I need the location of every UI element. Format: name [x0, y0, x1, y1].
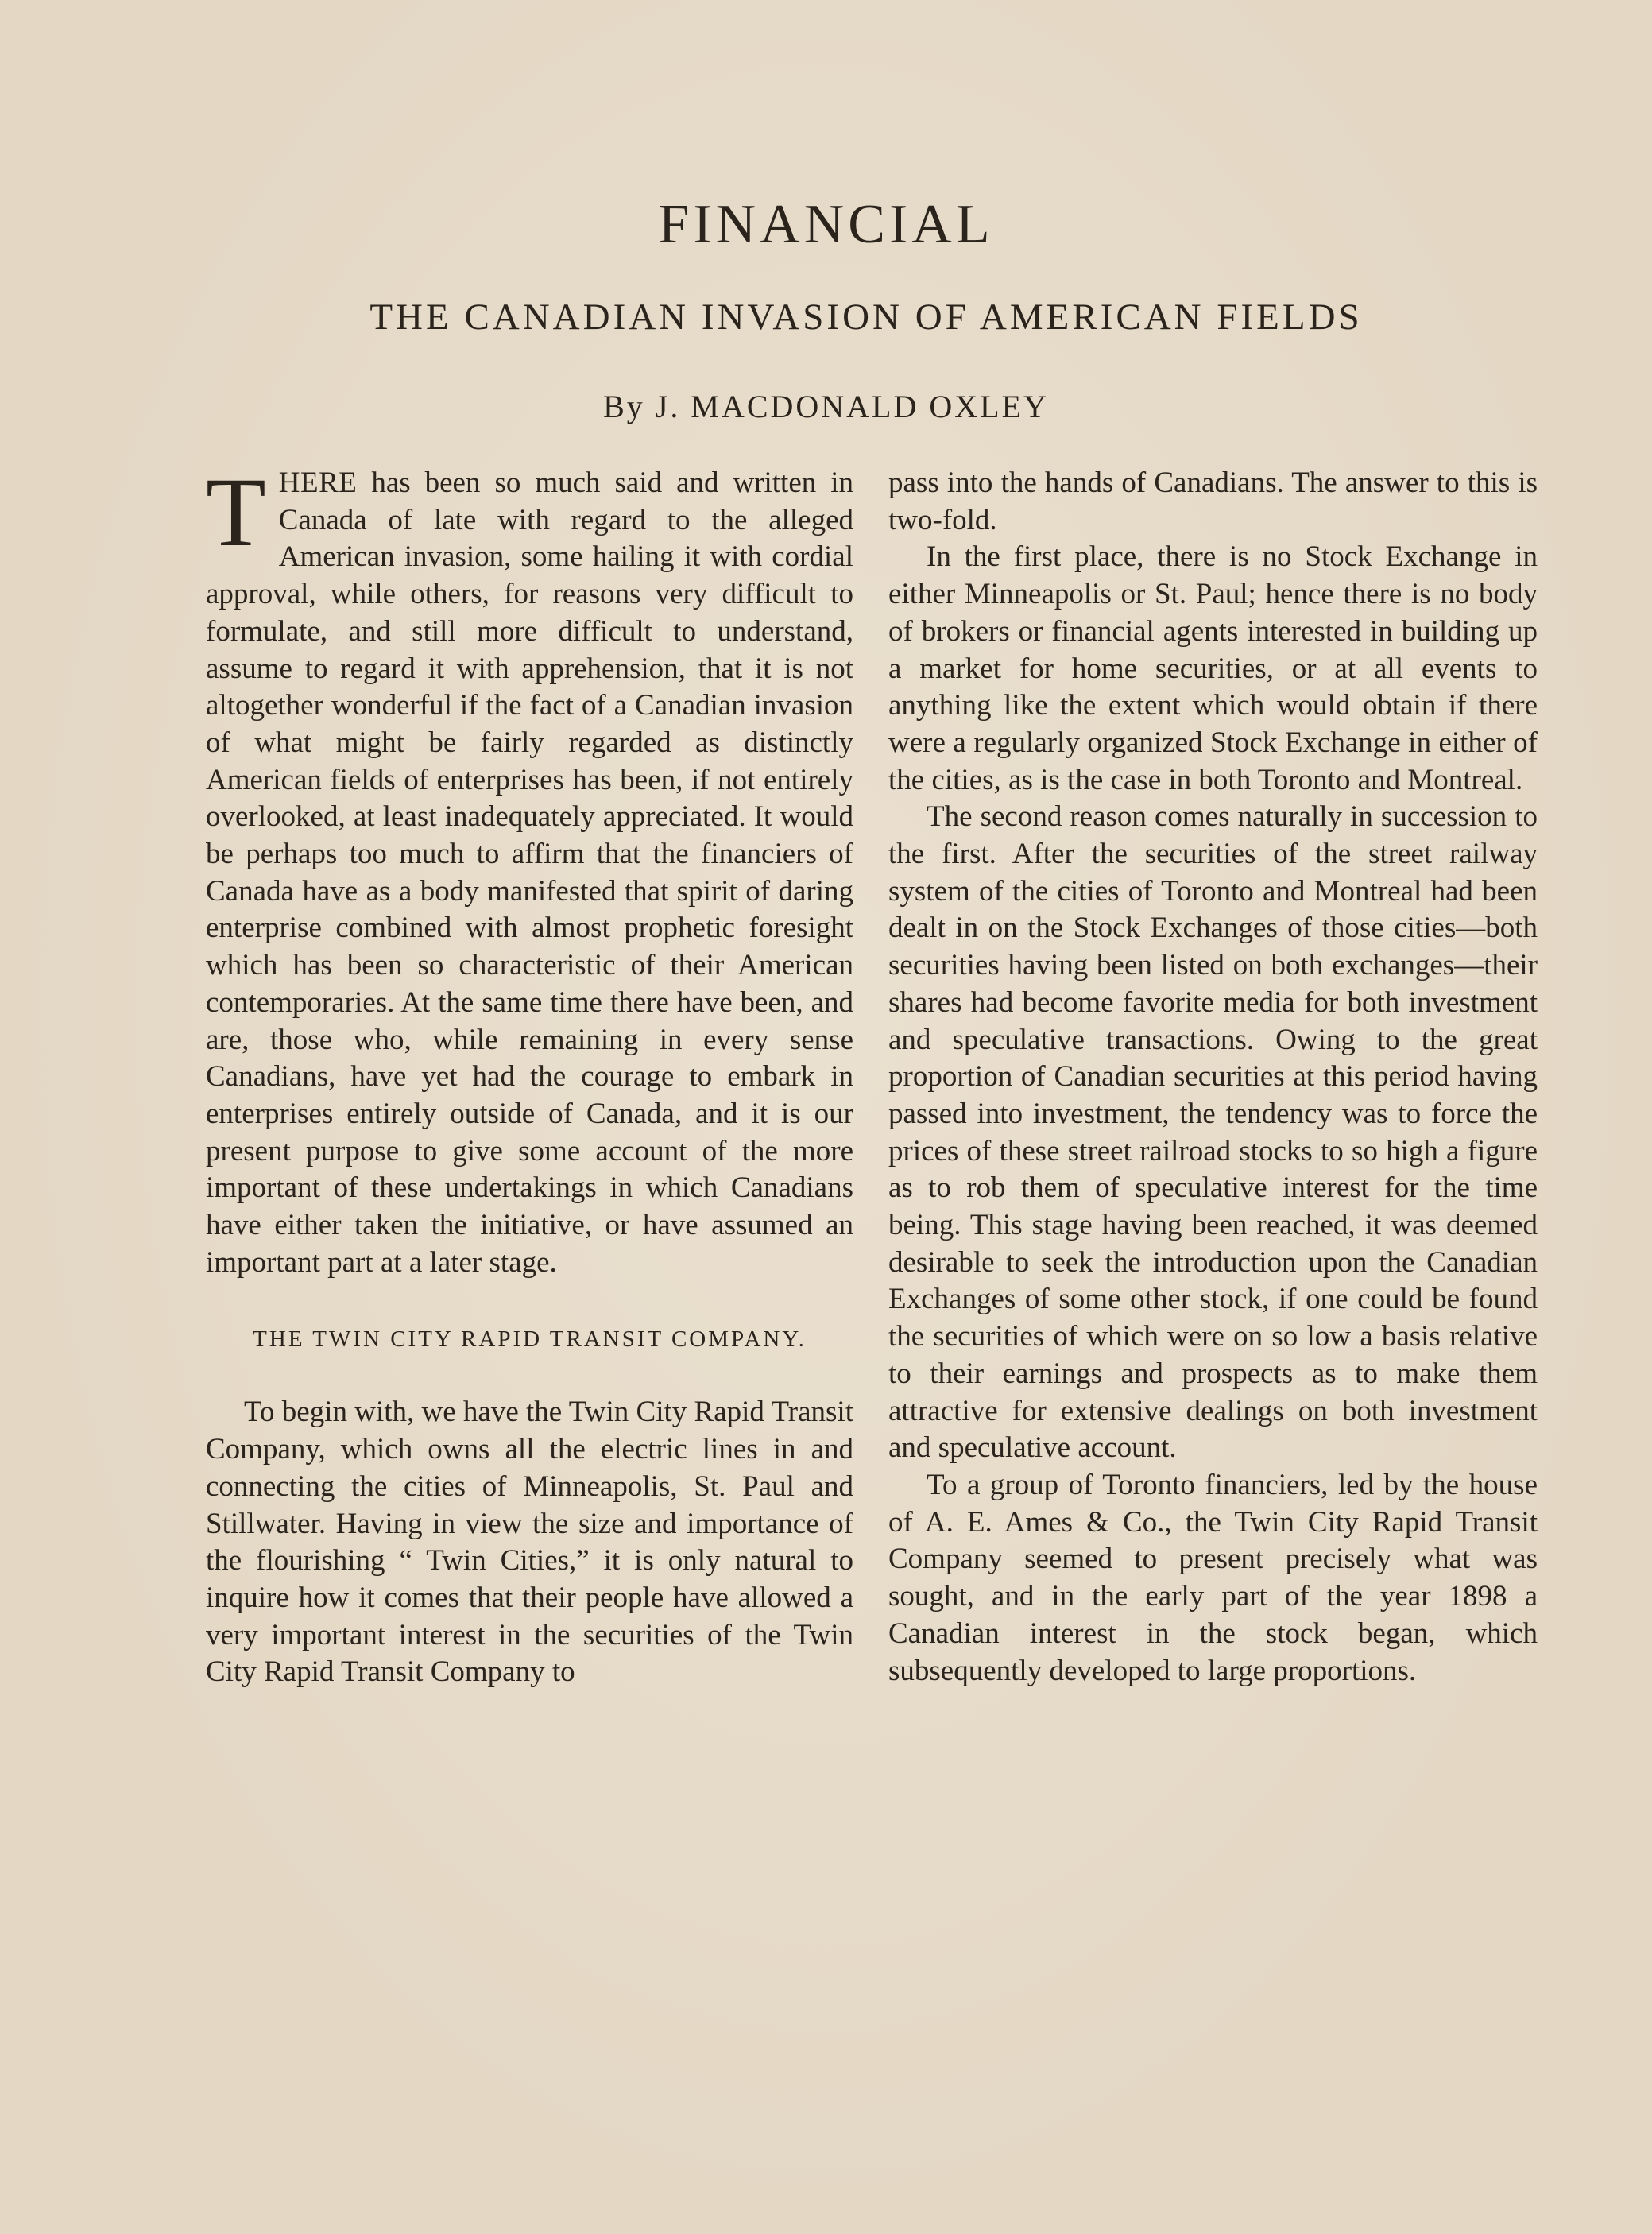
byline	[0, 391, 1652, 423]
intro-paragraph-text: has been so much said and written in Canada of late with regard to the alleged American invasion, some hailing it with cordial approval, while others, for reasons very difficult to formulate, and still more difficult to understand, assume to regard it with apprehension, that it is not altogether wonderful if the fact of a Canadian invasion of what might be fairly regarded as distinctly American fields of enterprises has been, if not entirely overlooked, at least inadequately appreciated. It would be perhaps too much to affirm that the financiers of Canada have as a body manifested that spirit of daring enterprise combined with almost prophetic foresight which has been so characteristic of their American contemporaries. At the same time there have been, and are, those who, while remaining in every sense Canadians, have yet had the courage to embark in enterprises entirely outside of Canada, and it is our present purpose to give some account of the more important of these undertakings in which Canadians have either taken the initiative, or have assumed an important part at a later stage.	[206, 467, 854, 1279]
section-heading: THE TWIN CITY RAPID TRANSIT COMPANY.	[253, 1326, 807, 1353]
continued-paragraph: pass into the hands of Canadians. The answer to this is two-fold.	[888, 467, 1538, 536]
drop-cap: T	[206, 458, 266, 567]
article-title: THE CANADIAN INVASION OF AMERICAN FIELDS	[369, 296, 1363, 338]
right-column	[888, 465, 1538, 1690]
left-column	[206, 458, 854, 1691]
body-paragraph: To a group of Toronto financiers, led by the house of A. E. Ames & Co., the Twin City Rapid Transit Company seemed to present precisely what was sought, and in the early part of the year 1898 a Canadian interest in the stock began, which subsequently developed to large proportions.	[888, 1468, 1538, 1687]
body-paragraph: In the first place, there is no Stock Exchange in either Minneapolis or St. Paul; hence there is no body of brokers or financial agents interested in building up a market for home securities, or at all events to anything like the extent which would obtain if there were a regularly organized Stock Exchange in either of the cities, as is the case in both Toronto and Montreal.	[888, 540, 1538, 796]
body-paragraph: To begin with, we have the Twin City Rapid Transit Company, which owns all the electric lines in and connecting the cities of Minneapolis, St. Paul and Stillwater. Having in view the size and importance of the flourishing “ Twin Cities,” it is only natural to inquire how it comes that their people have allowed a very important interest in the securities of the Twin City Rapid Transit Company to	[206, 1396, 853, 1689]
intro-paragraph	[206, 458, 854, 1281]
page-title: FINANCIAL	[658, 194, 994, 255]
first-words: HERE	[278, 467, 358, 499]
byline-prefix: By	[603, 389, 645, 424]
body-paragraph: The second reason comes naturally in succession to the first. After the securities of the street railway system of the cities of Toronto and Montreal had been dealt in on the Stock Exchanges of those cities—both securities having been listed on both exchanges—their shares had become favorite media for both investment and speculative transactions. Owing to the great proportion of Canadian securities at this period having passed into investment, the tendency was to force the prices of these street railroad stocks to so high a figure as to rob them of speculative interest for the time being. This stage having been reached, it was deemed desirable to seek the introduction upon the Canadian Exchanges of some other stock, if one could be found the securities of which were on so low a basis relative to their earnings and prospects as to make them attractive for extensive dealings on both investment and speculative account.	[888, 800, 1538, 1465]
byline-author: J. MACDONALD OXLEY	[655, 389, 1049, 424]
